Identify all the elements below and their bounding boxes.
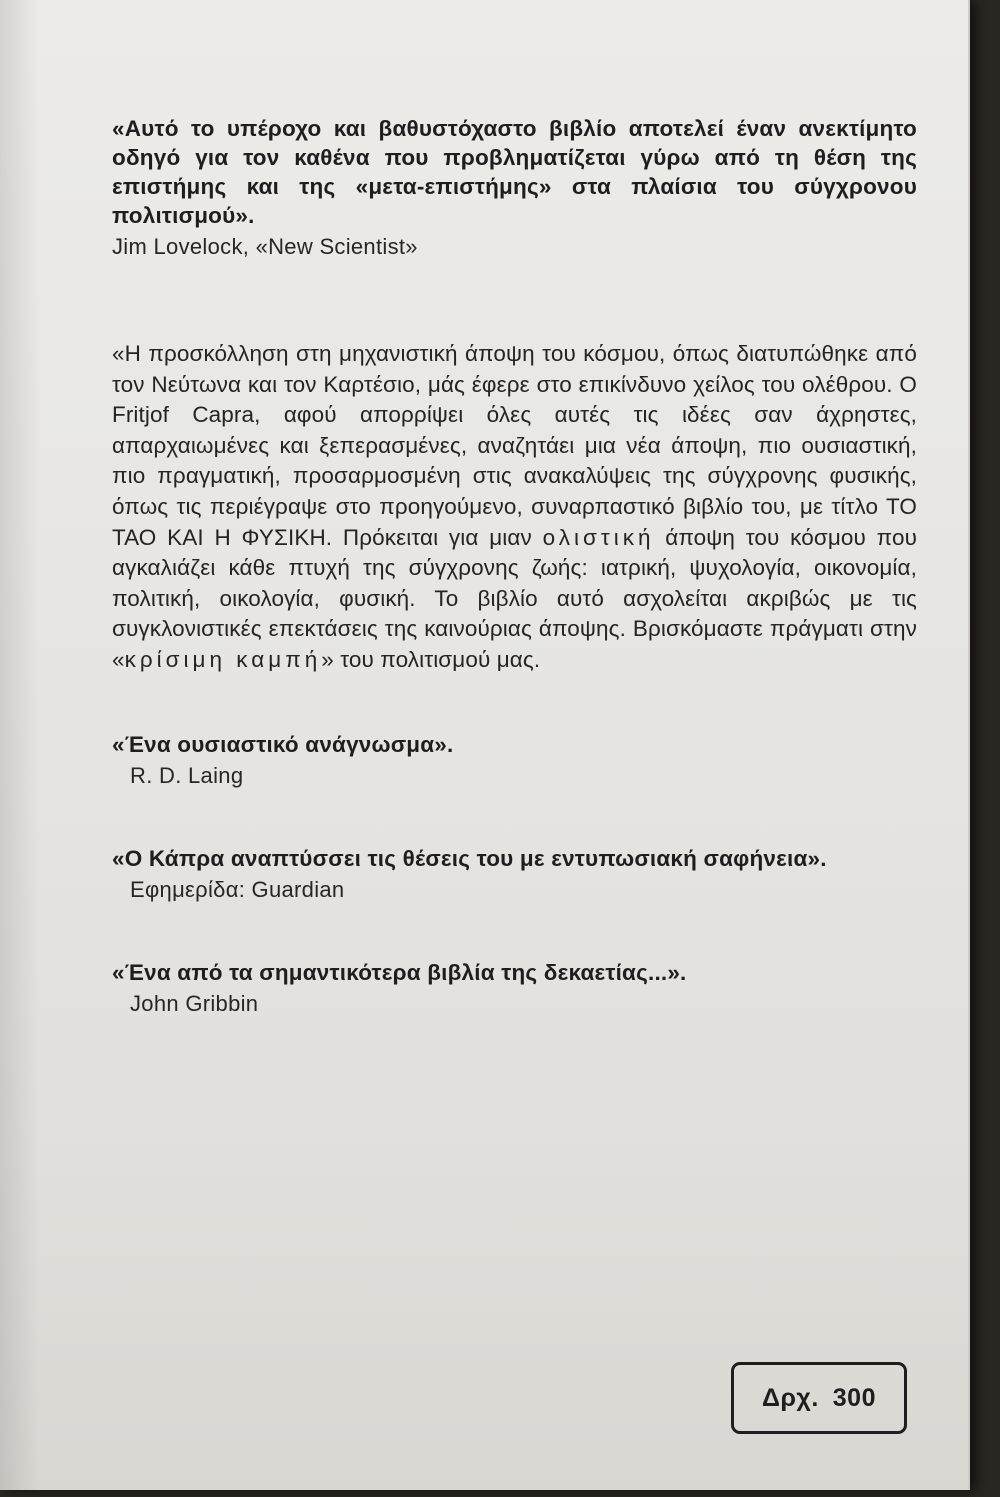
quote-text: «Ένα ουσιαστικό ανάγνωσμα». <box>112 731 454 757</box>
emphasis-turning-point: κρίσιμη καμπή <box>124 646 322 672</box>
quote-text: «Αυτό το υπέροχο και βαθυστόχαστο βιβλίο αποτελεί έναν ανεκτίμητο οδηγό για τον καθένα που προβληματίζεται γύρω από τη θέση της επιστήμης και της «μετα-επιστήμης» στα πλαίσια του σύγχρονου πολιτισμού». <box>112 116 917 228</box>
emphasis-holistic: ολιστική <box>542 524 655 550</box>
spine-shadow <box>0 0 40 1490</box>
quote-attribution: Εφημερίδα: Guardian <box>130 876 345 902</box>
description-part-2: άποψη του κόσμου που αγκαλιάζει κάθε πτυχή της σύγχρονης ζωής: ιατρική, ψυχολογία, οικονομία, πολιτική, οικολογία, φυσική. Το βιβλίο αυτό ασχολείται ακριβώς με τις συγκλονιστικές επεκτάσεις της καινούριας άποψης. Βρισκόμαστε πράγματι στην « <box>112 524 917 672</box>
price-currency: Δρχ. <box>762 1383 819 1412</box>
quote-laing <box>112 730 917 790</box>
quote-text: «Ο Κάπρα αναπτύσσει τις θέσεις του με εντυπωσιακή σαφήνεια». <box>112 845 827 871</box>
quote-attribution: R. D. Laing <box>130 762 244 788</box>
quote-lovelock <box>112 114 917 261</box>
cover-text <box>112 114 917 1018</box>
quote-attribution: Jim Lovelock, «New Scientist» <box>112 234 418 259</box>
quote-guardian <box>112 844 917 904</box>
quote-text: «Ένα από τα σημαντικότερα βιβλία της δεκαετίας...». <box>112 959 687 985</box>
quote-gribbin <box>112 958 917 1018</box>
quote-attribution: John Gribbin <box>130 990 259 1016</box>
description-part-1: «Η προσκόλληση στη μηχανιστική άποψη του κόσμου, όπως διατυπώθηκε από τον Νεύτωνα και τον Καρτέσιο, μάς έφερε στο επικίνδυνο χείλος του ολέθρου. Ο Fritjof Capra, αφού απορρίψει όλες αυτές τις ιδέες σαν άχρηστες, απαρχαιωμένες και ξεπερασμένες, αναζητάει μια νέα άποψη, πιο ουσιαστική, πιο πραγματική, προσαρμοσμένη στις ανακαλύψεις της σύγχρονης φυσικής, όπως τις περιέγραψε στο προηγούμενο, συναρπαστικό βιβλίο του, με τίτλο ΤΟ ΤΑΟ ΚΑΙ Η ΦΥΣΙΚΗ. Πρόκειται για μιαν <box>112 341 917 550</box>
book-description <box>112 339 917 676</box>
description-part-3: » του πολιτισμού μας. <box>321 646 541 672</box>
price-box <box>731 1362 907 1434</box>
price-amount: 300 <box>832 1383 876 1412</box>
